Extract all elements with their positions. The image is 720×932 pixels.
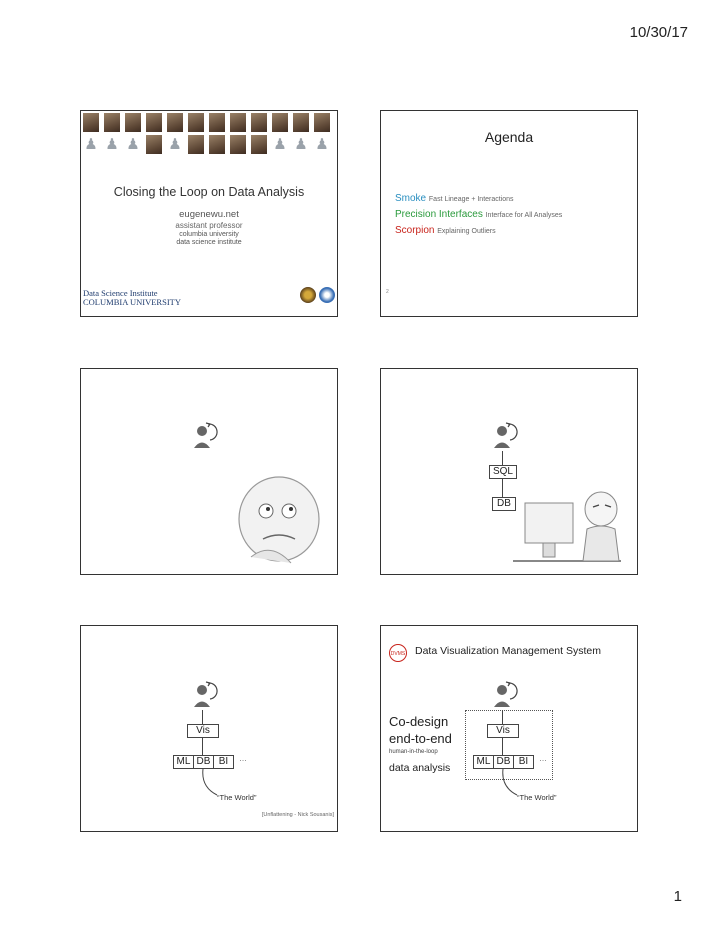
slide-vis-stack[interactable] bbox=[80, 625, 338, 832]
world-label: “The World” bbox=[517, 793, 557, 802]
agenda-title: Agenda bbox=[484, 129, 534, 145]
team-photo bbox=[146, 135, 162, 154]
ml-box: ML bbox=[473, 755, 494, 769]
team-photo bbox=[293, 113, 309, 132]
codesign-line2: end-to-end bbox=[389, 731, 452, 746]
person-sketch-icon: ♟ bbox=[273, 136, 287, 153]
team-photo bbox=[188, 135, 204, 154]
connector-line bbox=[502, 451, 503, 465]
hitl-label: human-in-the-loop bbox=[389, 749, 438, 755]
team-photo bbox=[230, 113, 246, 132]
university: columbia university bbox=[179, 231, 239, 238]
team-photo bbox=[104, 113, 120, 132]
connector-line bbox=[502, 479, 503, 497]
person-sketch-icon: ♟ bbox=[315, 136, 329, 153]
agenda-item bbox=[395, 193, 514, 204]
crown-logo-icon bbox=[319, 287, 335, 303]
connector-line bbox=[202, 738, 203, 755]
bi-box: BI bbox=[213, 755, 234, 769]
sql-box: SQL bbox=[489, 465, 517, 479]
user-loop-icon bbox=[191, 678, 225, 710]
connector-line bbox=[502, 710, 503, 724]
slide-number: 2 bbox=[386, 289, 389, 295]
vis-box: Vis bbox=[187, 724, 219, 738]
person-sketch-icon: ♟ bbox=[126, 136, 140, 153]
slide-sql-db[interactable] bbox=[380, 368, 638, 575]
bi-box: BI bbox=[513, 755, 534, 769]
person-sketch-icon: ♟ bbox=[294, 136, 308, 153]
university-seal-icon bbox=[300, 287, 316, 303]
person-sketch-icon: ♟ bbox=[168, 136, 182, 153]
db-box: DB bbox=[193, 755, 214, 769]
institute: data science institute bbox=[176, 239, 242, 246]
agenda-item-desc: Interface for All Analyses bbox=[485, 212, 563, 219]
user-loop-icon bbox=[491, 419, 525, 451]
agenda-item-name: Precision Interfaces bbox=[395, 209, 483, 220]
world-label: “The World” bbox=[217, 793, 257, 802]
ml-box: ML bbox=[173, 755, 194, 769]
slide-agenda[interactable] bbox=[380, 110, 638, 317]
page-date: 10/30/17 bbox=[629, 24, 688, 41]
team-photo bbox=[251, 135, 267, 154]
agenda-item-name: Scorpion bbox=[395, 225, 435, 236]
logo-line-2: COLUMBIA UNIVERSITY bbox=[83, 297, 181, 307]
agenda-item bbox=[395, 225, 496, 236]
website: eugenewu.net bbox=[179, 209, 239, 220]
user-loop-icon bbox=[491, 678, 525, 710]
db-box: DB bbox=[493, 755, 514, 769]
user-loop-icon bbox=[191, 419, 225, 451]
logo-line-1: Data Science Institute bbox=[83, 288, 158, 298]
team-photo bbox=[167, 113, 183, 132]
agenda-item-desc: Explaining Outliers bbox=[437, 228, 496, 235]
team-photo bbox=[83, 113, 99, 132]
slide-thinking-user[interactable] bbox=[80, 368, 338, 575]
vis-box: Vis bbox=[487, 724, 519, 738]
curved-connector bbox=[499, 769, 519, 797]
dvms-badge: DVMS bbox=[389, 644, 407, 662]
connector-line bbox=[502, 738, 503, 755]
role: assistant professor bbox=[175, 221, 243, 230]
team-photo bbox=[314, 113, 330, 132]
team-photo bbox=[125, 113, 141, 132]
person-sketch-icon: ♟ bbox=[105, 136, 119, 153]
connector-line bbox=[202, 710, 203, 724]
agenda-item-name: Smoke bbox=[395, 193, 427, 204]
agenda-item-desc: Fast Lineage + Interactions bbox=[428, 196, 514, 203]
dvms-title: Data Visualization Management System bbox=[415, 645, 601, 657]
curved-connector bbox=[199, 769, 219, 797]
team-photo bbox=[251, 113, 267, 132]
team-photo bbox=[272, 113, 288, 132]
codesign-line1: Co-design bbox=[389, 714, 449, 729]
agenda-item bbox=[395, 209, 562, 220]
slide-title[interactable] bbox=[80, 110, 338, 317]
citation: [Unflattening - Nick Sousanis] bbox=[261, 812, 334, 818]
ellipsis: … bbox=[239, 754, 247, 763]
dsi-logo bbox=[83, 289, 181, 307]
page-number: 1 bbox=[673, 888, 682, 905]
team-photo bbox=[230, 135, 246, 154]
db-box: DB bbox=[492, 497, 516, 511]
ellipsis: … bbox=[539, 754, 547, 763]
team-photo bbox=[209, 113, 225, 132]
slide-dvms[interactable] bbox=[380, 625, 638, 832]
slide-title-text: Closing the Loop on Data Analysis bbox=[113, 185, 305, 199]
team-photo bbox=[209, 135, 225, 154]
thinking-face-icon bbox=[221, 469, 338, 575]
team-photo bbox=[188, 113, 204, 132]
analysis-label: data analysis bbox=[389, 762, 451, 774]
team-photo bbox=[146, 113, 162, 132]
person-sketch-icon: ♟ bbox=[84, 136, 98, 153]
user-at-computer-icon bbox=[509, 489, 629, 575]
